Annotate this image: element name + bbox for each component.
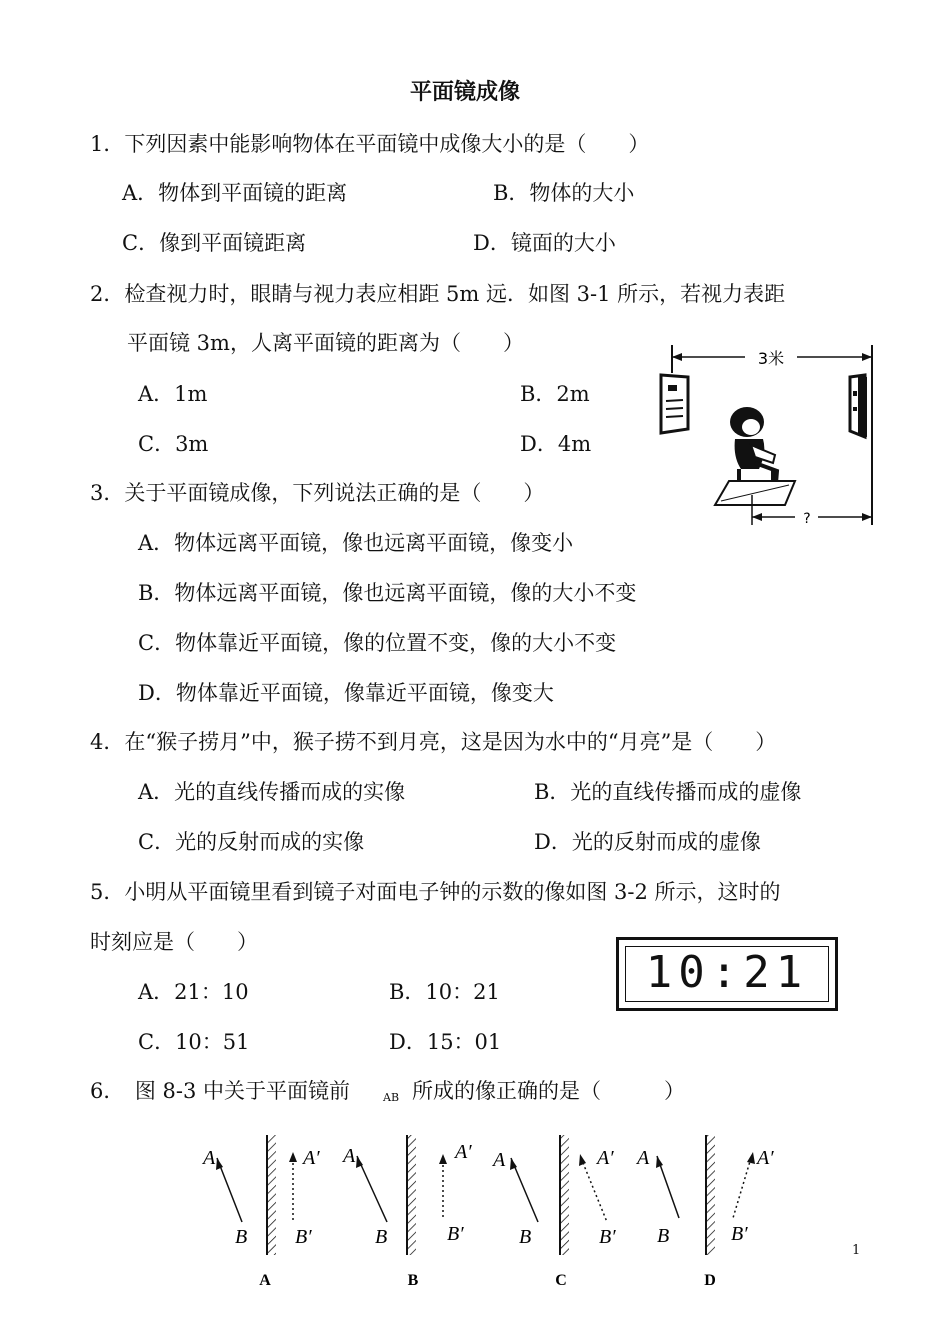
question-1-option-a: A．物体到平面镜的距离 [122, 181, 348, 205]
question-5-option-a: A．21：10 [138, 980, 249, 1004]
option-label-b: B [407, 1272, 419, 1289]
clock-display: 10:21 [645, 947, 809, 998]
question-4-option-d: D．光的反射而成的虚像 [534, 830, 761, 854]
image-b-label: B′ [447, 1223, 464, 1245]
question-1-option-d: D．镜面的大小 [473, 231, 616, 255]
option-a-diagram [201, 1135, 320, 1255]
object-b-label: B [519, 1226, 532, 1248]
question-2-stem-line1: 2．检查视力时，眼睛与视力表应相距 5m 远．如图 3-1 所示，若视力表距 [90, 282, 786, 306]
image-a-label: A′ [303, 1147, 320, 1169]
option-c-diagram [491, 1135, 616, 1255]
question-6-stem-suffix: 所成的像正确的是（ ） [412, 1079, 685, 1103]
object-a-label: A [203, 1147, 216, 1169]
question-3-option-c: C．物体靠近平面镜，像的位置不变，像的大小不变 [138, 631, 617, 655]
question-6-stem-prefix: 6． 图 8-3 中关于平面镜前 [90, 1079, 351, 1103]
question-2-option-d: D．4m [520, 432, 592, 456]
question-2-option-b: B．2m [520, 382, 590, 406]
image-b-label: B′ [295, 1226, 312, 1248]
digital-clock [616, 937, 838, 1011]
question-2-option-c: C．3m [138, 432, 209, 456]
image-b-label: B′ [599, 1226, 616, 1248]
question-1-stem: 1．下列因素中能影响物体在平面镜中成像大小的是（ ） [90, 132, 650, 156]
question-2-option-a: A．1m [138, 382, 208, 406]
option-label-c: C [555, 1272, 567, 1289]
question-4-stem: 4．在“猴子捞月”中，猴子捞不到月亮，这是因为水中的“月亮”是（ ） [90, 730, 777, 754]
question-5-option-b: B．10：21 [389, 980, 500, 1004]
object-b-label: B [375, 1226, 388, 1248]
option-b-diagram [341, 1135, 472, 1255]
image-a-label: A′ [597, 1147, 614, 1169]
question-1-option-c: C．像到平面镜距离 [122, 231, 307, 255]
object-b-label: B [235, 1226, 248, 1248]
question-4-option-b: B．光的直线传播而成的虚像 [534, 780, 802, 804]
question-5-option-c: C．10：51 [138, 1030, 250, 1054]
mirror-image-options-figure [195, 1130, 795, 1295]
image-b-label: B′ [731, 1223, 748, 1245]
question-3-option-d: D．物体靠近平面镜，像靠近平面镜，像变大 [138, 681, 554, 705]
distance-top-label: 3米 [757, 349, 785, 368]
question-4-option-a: A．光的直线传播而成的实像 [138, 780, 406, 804]
option-label-d: D [704, 1272, 716, 1289]
object-a-label: A [343, 1145, 356, 1167]
question-6-stem-ab: AB [383, 1091, 400, 1104]
page-title: 平面镜成像 [410, 80, 521, 105]
image-a-label: A′ [757, 1147, 774, 1169]
question-3-option-a: A．物体远离平面镜，像也远离平面镜，像变小 [138, 531, 574, 555]
question-1-option-b: B．物体的大小 [493, 181, 635, 205]
object-a-label: A [637, 1147, 650, 1169]
eye-test-figure [655, 345, 880, 530]
question-5-stem-line2: 时刻应是（ ） [90, 930, 258, 954]
distance-bottom-label: ? [803, 511, 811, 527]
option-d-diagram [635, 1135, 774, 1255]
question-5-stem-line1: 5．小明从平面镜里看到镜子对面电子钟的示数的像如图 3-2 所示，这时的 [90, 880, 781, 904]
page-number: 1 [852, 1243, 861, 1258]
question-4-option-c: C．光的反射而成的实像 [138, 830, 365, 854]
question-5-option-d: D．15：01 [389, 1030, 502, 1054]
object-b-label: B [657, 1225, 670, 1247]
question-3-option-b: B．物体远离平面镜，像也远离平面镜，像的大小不变 [138, 581, 637, 605]
option-label-a: A [259, 1272, 271, 1289]
question-2-stem-line2: 平面镜 3m，人离平面镜的距离为（ ） [127, 331, 524, 355]
object-a-label: A [493, 1149, 506, 1171]
image-a-label: A′ [455, 1141, 472, 1163]
question-3-stem: 3．关于平面镜成像，下列说法正确的是（ ） [90, 481, 545, 505]
